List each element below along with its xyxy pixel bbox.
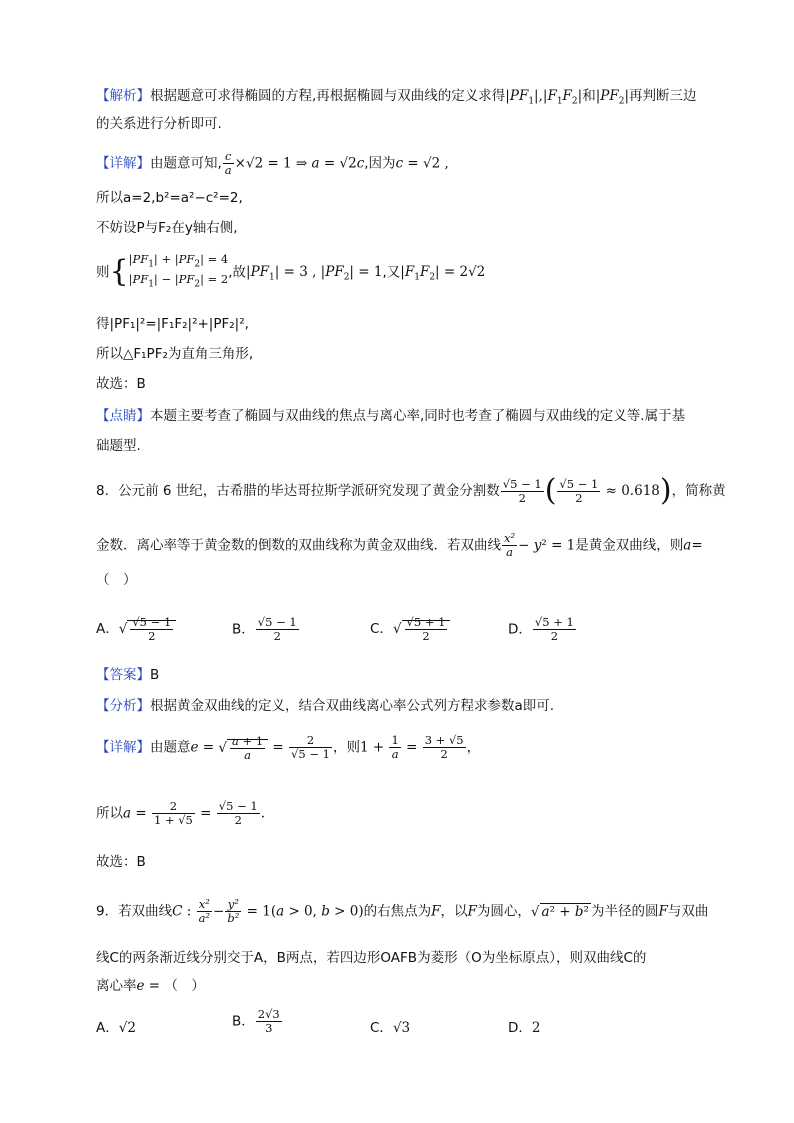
q8-option-b[interactable] bbox=[232, 616, 300, 643]
jiexi-line-2 bbox=[96, 114, 706, 134]
q8-so-line bbox=[96, 800, 706, 838]
left-paren: ( bbox=[544, 473, 557, 508]
q9-stem-3: 离心率 bbox=[96, 978, 137, 994]
pf1-value: $|PF_1| = 3$ , $|PF_2| = 1$ bbox=[246, 264, 383, 283]
q9-option-d-label: D． bbox=[508, 1020, 532, 1036]
q8-answer-line bbox=[96, 665, 706, 685]
q8-answer-choice: 故选：B bbox=[96, 854, 146, 870]
prev-line-so: 所以△F₁PF₂为直角三角形, bbox=[96, 346, 254, 362]
q9-stem-1a: 若双曲线 bbox=[118, 903, 173, 920]
sqrt-a2-b2: √ a² + b² bbox=[530, 903, 589, 920]
minus: − bbox=[213, 903, 225, 920]
q9-stem-1f: 与双曲 bbox=[667, 903, 709, 920]
prev-line-assume: 不妨设P与F₂在y轴右侧, bbox=[96, 220, 238, 236]
q8-xiangjie-text-2: ，则 bbox=[332, 739, 360, 756]
two-over-sqrt5-1: $\frac{2}{√5 - 1}$ bbox=[291, 733, 330, 761]
q9-option-d[interactable] bbox=[508, 1016, 541, 1036]
f-symbol-1: F bbox=[431, 903, 441, 920]
dianjing-text: 本题主要考查了椭圆与双曲线的焦点与离心率,同时也考查了椭圆与双曲线的定义等.属于基 bbox=[150, 408, 686, 424]
q8-fenxi-text: 根据黄金双曲线的定义，结合双曲线离心率公式列方程求参数a即可. bbox=[150, 698, 555, 714]
prev-xiangjie-text-1: 由题意可知, bbox=[150, 155, 222, 172]
dianjing-line-1 bbox=[96, 406, 706, 426]
a-equals: a= bbox=[683, 537, 703, 554]
q9-option-a-value: √2 bbox=[118, 1020, 136, 1036]
jiexi-text-3: 的关系进行分析即可. bbox=[96, 116, 222, 132]
period: . bbox=[260, 805, 266, 822]
then-label: 则 bbox=[96, 264, 110, 281]
you-label: ,又 bbox=[382, 264, 401, 281]
jiexi-text-1: 根据题意可求得椭圆的方程,再根据椭圆与双曲线的定义求得 bbox=[150, 88, 506, 104]
q8-xiangjie-line bbox=[96, 734, 706, 774]
q9-stem-1d: 为圆心， bbox=[476, 903, 531, 920]
golden-ratio-fraction-2: $\frac{√5 - 1}{2}$ bbox=[559, 476, 599, 505]
approx-value: ≈ 0.618 bbox=[601, 483, 660, 499]
prev-line-de: 得|PF₁|²=|F₁F₂|²+|PF₂|², bbox=[96, 316, 249, 332]
q8-fenxi-line bbox=[96, 696, 706, 716]
hyperbola-eq: − y² = 1 bbox=[518, 537, 576, 554]
q9-stem-line-2: 线C的两条渐近线分别交于A，B两点，若四边形OAFB为菱形（O为坐标原点），则双曲线C的 bbox=[96, 950, 647, 966]
c-colon: C : bbox=[172, 903, 196, 920]
q8-option-a[interactable] bbox=[96, 616, 176, 643]
prev-system-line bbox=[96, 252, 706, 292]
q9-stem-3b: （ ） bbox=[164, 978, 205, 994]
prev-line-ab: 所以a=2,b²=a²−c²=2, bbox=[96, 190, 243, 206]
q8-stem-line-1 bbox=[96, 473, 726, 514]
one-over-a: $\frac{1}{a}$ bbox=[391, 733, 399, 761]
dianjing-line-2: 础题型. bbox=[96, 438, 141, 454]
q8-option-a-value: √ $\frac{√5 - 1}{2}$ bbox=[119, 616, 177, 643]
a-equals-2: a = bbox=[123, 805, 151, 822]
q8-option-c-value: √ $\frac{√5 + 1}{2}$ bbox=[393, 616, 451, 643]
golden-ratio-fraction: $\frac{√5 - 1}{2}$ bbox=[502, 476, 542, 505]
q9-option-a-label: A． bbox=[96, 1020, 119, 1036]
q8-option-d-value: $\frac{√5 + 1}{2}$ bbox=[534, 615, 574, 643]
q8-answer: B bbox=[150, 667, 160, 683]
e-equals-q9: e = bbox=[136, 978, 165, 994]
gu-label: ,故 bbox=[228, 264, 247, 281]
right-paren: ) bbox=[659, 473, 672, 508]
q9-stem-1c: ，以 bbox=[440, 903, 468, 920]
left-brace: { bbox=[109, 254, 129, 290]
q9-option-c[interactable] bbox=[370, 1016, 410, 1036]
q8-stem-3: （ ） bbox=[96, 572, 137, 588]
xiangjie-tag: 【详解】 bbox=[96, 155, 150, 172]
q9-stem-1e: 为半径的圆 bbox=[590, 903, 659, 920]
q8-option-a-label: A． bbox=[96, 621, 119, 637]
eq-sign-2: = bbox=[401, 739, 422, 756]
q9-stem-1b: 的右焦点为 bbox=[363, 903, 432, 920]
jiexi-tag: 【解析】 bbox=[96, 88, 150, 104]
q9-option-d-value: 2 bbox=[531, 1020, 541, 1036]
comma: ， bbox=[466, 739, 481, 756]
q8-number: 8． bbox=[96, 483, 119, 499]
one-plus: 1 + bbox=[359, 739, 389, 756]
prev-xiangjie-line bbox=[96, 150, 706, 177]
prev-xiangjie-math-1: ×√2 = 1 ⇒ a = √2c bbox=[234, 155, 365, 172]
eq-sign: = bbox=[268, 739, 289, 756]
q8-stem-line-2 bbox=[96, 532, 706, 564]
jiexi-text-2: 再判断三边 bbox=[629, 88, 697, 104]
q9-option-b-value: $\frac{2√3}{3}$ bbox=[257, 1007, 280, 1035]
eq-sign-3: = bbox=[195, 805, 216, 822]
jiexi-line-1 bbox=[96, 86, 706, 112]
q9-option-b[interactable] bbox=[232, 1008, 283, 1035]
q8-stem-2b: 是黄金双曲线，则 bbox=[575, 537, 684, 554]
prev-xiangjie-math-2: c = √2 , bbox=[395, 155, 449, 172]
q8-so-label: 所以 bbox=[96, 805, 123, 822]
q8-xiangjie-text-1: 由题意 bbox=[150, 739, 191, 756]
q8-option-b-label: B． bbox=[232, 621, 255, 638]
hyperbola-condition: = 1(a > 0, b > 0) bbox=[242, 903, 364, 920]
x2-over-a-fraction: $\frac{\text{x²}}{a}$ bbox=[504, 531, 516, 559]
q8-option-d-label: D． bbox=[508, 621, 532, 638]
e-equals: e = bbox=[190, 739, 219, 756]
q8-option-c-label: C． bbox=[370, 621, 393, 637]
q8-stem-1: 公元前 6 世纪，古希腊的毕达哥拉斯学派研究发现了黄金分割数 bbox=[118, 483, 500, 499]
q8-fenxi-tag: 【分析】 bbox=[96, 698, 150, 714]
jiexi-math: $|PF_1|,|F_1F_2|$和$|PF_2|$ bbox=[505, 88, 630, 107]
y2-over-b2: $\frac{\text{y²}}{\text{b²}}$ bbox=[227, 897, 240, 925]
f-symbol-3: F bbox=[658, 903, 668, 920]
q9-stem-line-3 bbox=[96, 976, 706, 996]
q9-stem-line-1 bbox=[96, 897, 709, 934]
q9-option-b-label: B． bbox=[232, 1013, 255, 1030]
q8-option-b-value: $\frac{√5 - 1}{2}$ bbox=[257, 615, 297, 643]
sqrt-a1-over-a: √ $\frac{a + 1}{a}$ bbox=[218, 735, 268, 762]
q8-xiangjie-tag: 【详解】 bbox=[96, 739, 150, 756]
c-over-a-fraction: $\frac{c}{a}$ bbox=[224, 149, 232, 177]
prev-xiangjie-text-2: ,因为 bbox=[364, 155, 396, 172]
q9-option-a[interactable] bbox=[96, 1016, 136, 1036]
two-over-1-sqrt5: $\frac{2}{1 + √5}$ bbox=[153, 799, 193, 827]
sqrt5-1-over-2: $\frac{√5 - 1}{2}$ bbox=[218, 799, 258, 827]
q8-stem-1b: ，简称黄 bbox=[671, 483, 726, 499]
q9-option-c-label: C． bbox=[370, 1020, 393, 1036]
q9-option-c-value: √3 bbox=[392, 1020, 411, 1036]
q8-answer-tag: 【答案】 bbox=[96, 667, 150, 683]
q8-option-d[interactable] bbox=[508, 616, 577, 643]
equation-system: $|PF_1| + |PF_2| = 4$ $|PF_1| - |PF_2| = 2$ bbox=[128, 252, 229, 290]
f-symbol-2: F bbox=[467, 903, 477, 920]
f1f2-value: $|F_1F_2| = 2√2$ bbox=[400, 264, 486, 283]
dianjing-tag: 【点睛】 bbox=[96, 408, 150, 424]
q8-stem-2: 金数．离心率等于黄金数的倒数的双曲线称为黄金双曲线．若双曲线 bbox=[96, 537, 501, 554]
q8-option-c[interactable] bbox=[370, 616, 450, 643]
x2-over-a2: $\frac{\text{x²}}{\text{a²}}$ bbox=[198, 897, 211, 925]
three-plus-sqrt5-over-2: $\frac{3 + √5}{2}$ bbox=[424, 733, 464, 761]
prev-answer-line: 故选：B bbox=[96, 376, 146, 392]
q9-number: 9． bbox=[96, 903, 119, 920]
